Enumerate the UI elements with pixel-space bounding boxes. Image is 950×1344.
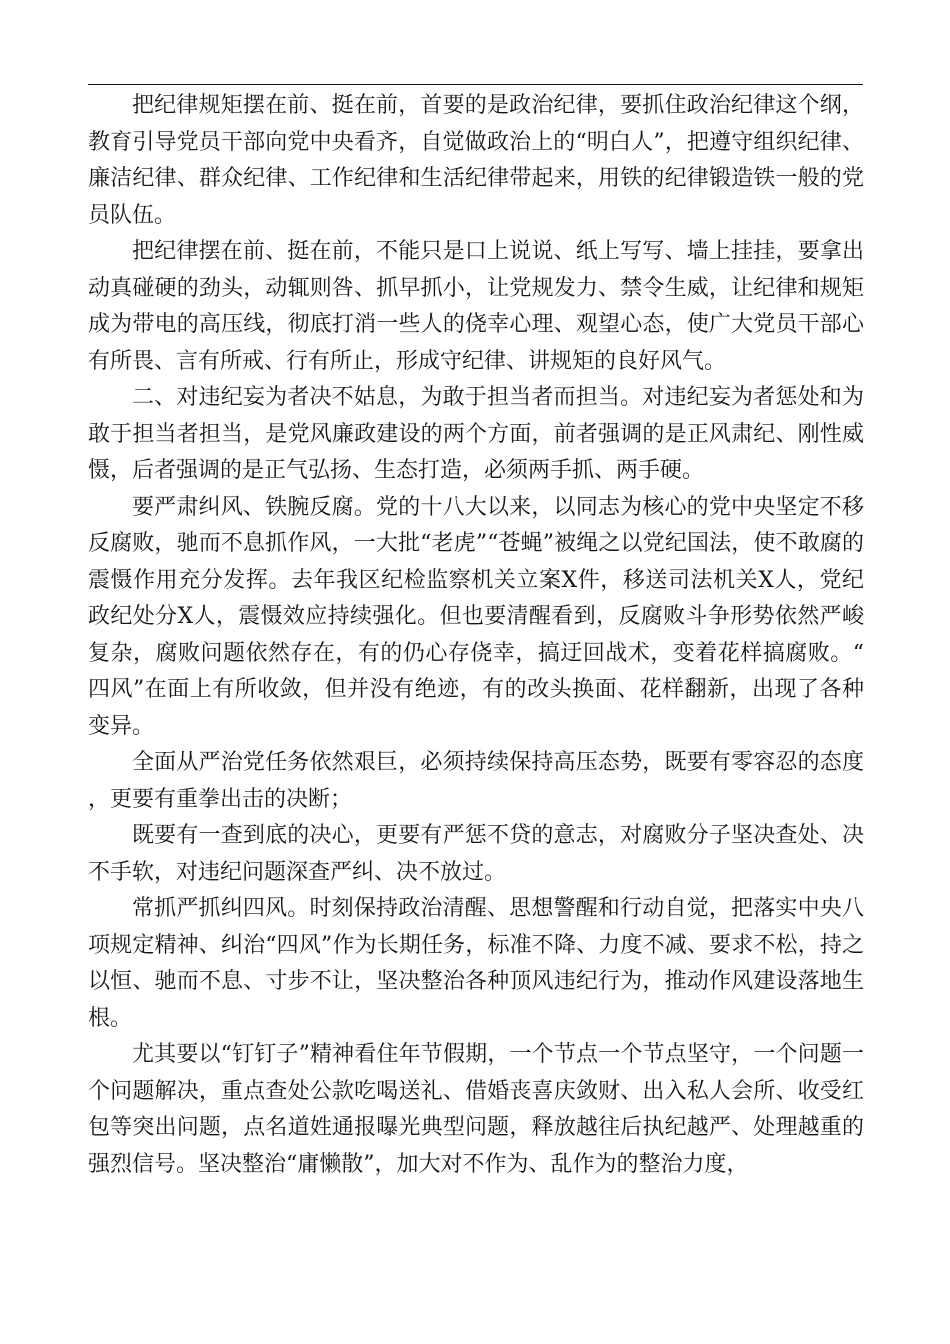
document-body — [88, 88, 864, 1183]
paragraph-1: 把纪律规矩摆在前、挺在前，首要的是政治纪律，要抓住政治纪律这个纲，教育引导党员干部向党中央看齐，自觉做政治上的“明白人”，把遵守组织纪律、廉洁纪律、群众纪律、工作纪律和生活纪律带起来，用铁的纪律锻造铁一般的党员队伍。 — [88, 93, 864, 228]
paragraph-8: 尤其要以“钉钉子”精神看住年节假期，一个节点一个节点坚守，一个问题一个问题解决，重点查处公款吃喝送礼、借婚丧喜庆敛财、出入私人会所、收受红包等突出问题，点名道姓通报曝光典型问题，释放越往后执纪越严、处理越重的强烈信号。坚决整治“庸懒散”，加大对不作为、乱作为的整治力度， — [88, 1042, 864, 1177]
paragraph-2: 把纪律摆在前、挺在前，不能只是口上说说、纸上写写、墙上挂挂，要拿出动真碰硬的劲头，动辄则咎、抓早抓小，让党规发力、禁令生威，让纪律和规矩成为带电的高压线，彻底打消一些人的侥幸心理、观望心态，使广大党员干部心有所畏、言有所戒、行有所止，形成守纪律、讲规矩的良好风气。 — [88, 239, 864, 374]
paragraph-6: 既要有一查到底的决心，更要有严惩不贷的意志，对腐败分子坚决查处、决不手软，对违纪问题深查严纠、决不放过。 — [88, 823, 864, 885]
paragraph-5: 全面从严治党任务依然艰巨，必须持续保持高压态势，既要有零容忍的态度，更要有重拳出击的决断； — [88, 750, 864, 812]
header-rule — [88, 84, 863, 85]
paragraph-4: 要严肃纠风、铁腕反腐。党的十八大以来，以同志为核心的党中央坚定不移反腐败，驰而不息抓作风，一大批“老虎”“苍蝇”被绳之以党纪国法，使不敢腐的震慑作用充分发挥。去年我区纪检监察机关立案X件，移送司法机关X人，党纪政纪处分X人，震慑效应持续强化。但也要清醒看到，反腐败斗争形势依然严峻复杂，腐败问题依然存在，有的仍心存侥幸，搞迂回战术，变着花样搞腐败。“四风”在面上有所收敛，但并没有绝迹，有的改头换面、花样翻新，出现了各种变异。 — [88, 494, 864, 739]
paragraph-3: 二、对违纪妄为者决不姑息，为敢于担当者而担当。对违纪妄为者惩处和为敢于担当者担当，是党风廉政建设的两个方面，前者强调的是正风肃纪、刚性威慑，后者强调的是正气弘扬、生态打造，必须两手抓、两手硬。 — [88, 385, 864, 483]
paragraph-7: 常抓严抓纠四风。时刻保持政治清醒、思想警醒和行动自觉，把落实中央八项规定精神、纠治“四风”作为长期任务，标准不降、力度不减、要求不松，持之以恒、驰而不息、寸步不让，坚决整治各种顶风违纪行为，推动作风建设落地生根。 — [88, 896, 864, 1031]
